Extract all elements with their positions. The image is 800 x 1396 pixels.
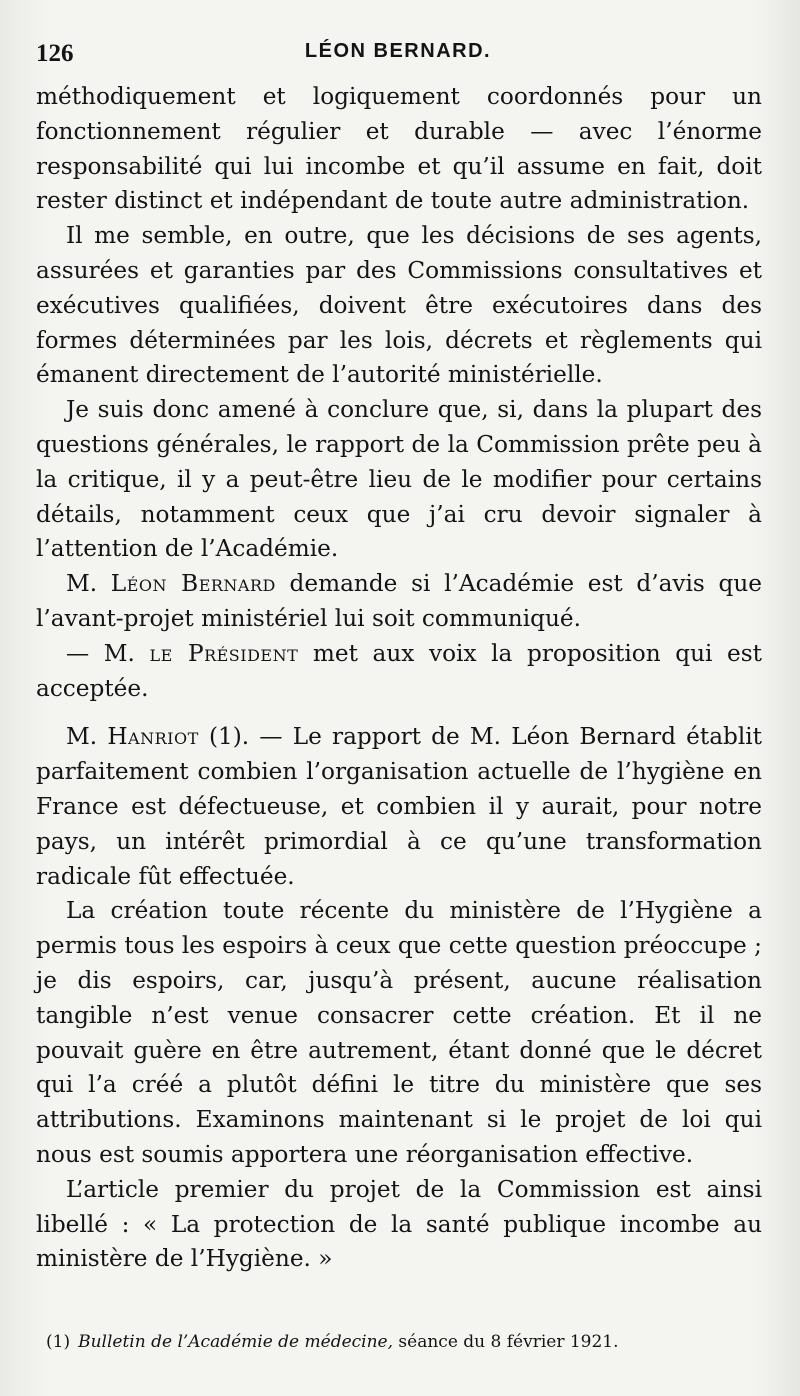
paragraph-hanriot [36, 720, 762, 894]
footnote-number: (1) [46, 1332, 71, 1352]
paragraph: Il me semble, en outre, que les décisions de ses agents, assurées et garanties par des Commissions consultatives et exécutives qualifiées, doivent être exécutoires dans des formes déterminées par les lois, décrets et règlements qui émanent directement de l’autorité ministérielle. [36, 222, 762, 389]
paragraph: Je suis donc amené à conclure que, si, dans la plupart des questions générales, le rapport de la Commission prête peu à la critique, il y a peut-être lieu de le modifier pour certains détails, notamment ceux que j’ai cru devoir signaler à l’attention de l’Académie. [36, 396, 762, 563]
footnote [46, 1330, 760, 1354]
paragraph-text: — Le rapport de M. Léon Bernard établit parfaitement combien l’organisation actuelle de l’hygiène en France est défectueuse, et combien il y aurait, pour notre pays, un intérêt primordial à ce qu’une transformation radicale fût effectuée. [36, 723, 763, 890]
speaker-name: le Président [149, 639, 299, 667]
speaker-name: Léon Bernard [110, 570, 276, 598]
section-gap [36, 706, 762, 720]
footnote-text: séance du 8 février 1921. [393, 1332, 619, 1352]
speaker-prefix: M. [66, 570, 111, 598]
paragraph-continued: méthodiquement et logiquement coordonnés pour un fonctionnement régulier et durable — avec l’énorme responsabilité qui lui incombe et qu’il assume en fait, doit rester distinct et indépendant de toute autre administration. [36, 83, 762, 215]
speaker-prefix: M. [66, 723, 108, 751]
speaker-prefix: — M. [66, 639, 150, 667]
footnote-source-title: Bulletin de l’Académie de médecine, [78, 1332, 394, 1352]
paragraph-text: met aux voix la proposition qui est acceptée. [36, 639, 762, 702]
paragraph: L’article premier du projet de la Commission est ainsi libellé : « La protection de la santé publique incombe au ministère de l’Hygiène. » [36, 1175, 762, 1273]
body-text [36, 80, 762, 1277]
paragraph-text: demande si l’Académie est d’avis que l’avant-projet ministériel lui soit communiqué. [36, 570, 763, 632]
footnote-reference: (1). [198, 723, 250, 751]
page-header [36, 40, 760, 74]
page-number: 126 [36, 40, 74, 67]
speaker-name: Hanriot [107, 723, 199, 751]
paragraph-president [36, 637, 762, 707]
running-head: LÉON BERNARD. [304, 40, 492, 62]
paragraph-bernard [36, 567, 762, 637]
paragraph: La création toute récente du ministère de l’Hygiène a permis tous les espoirs à ceux que cette question préoccupe ; je dis espoirs, car, jusqu’à présent, aucune réalisation tangible n’est venue consacrer cette création. Et il ne pouvait guère en être autrement, étant donné que le décret qui l’a créé a plutôt défini le titre du ministère que ses attributions. Examinons maintenant si le projet de loi qui nous est soumis apportera une réorganisation effective. [36, 897, 762, 1168]
